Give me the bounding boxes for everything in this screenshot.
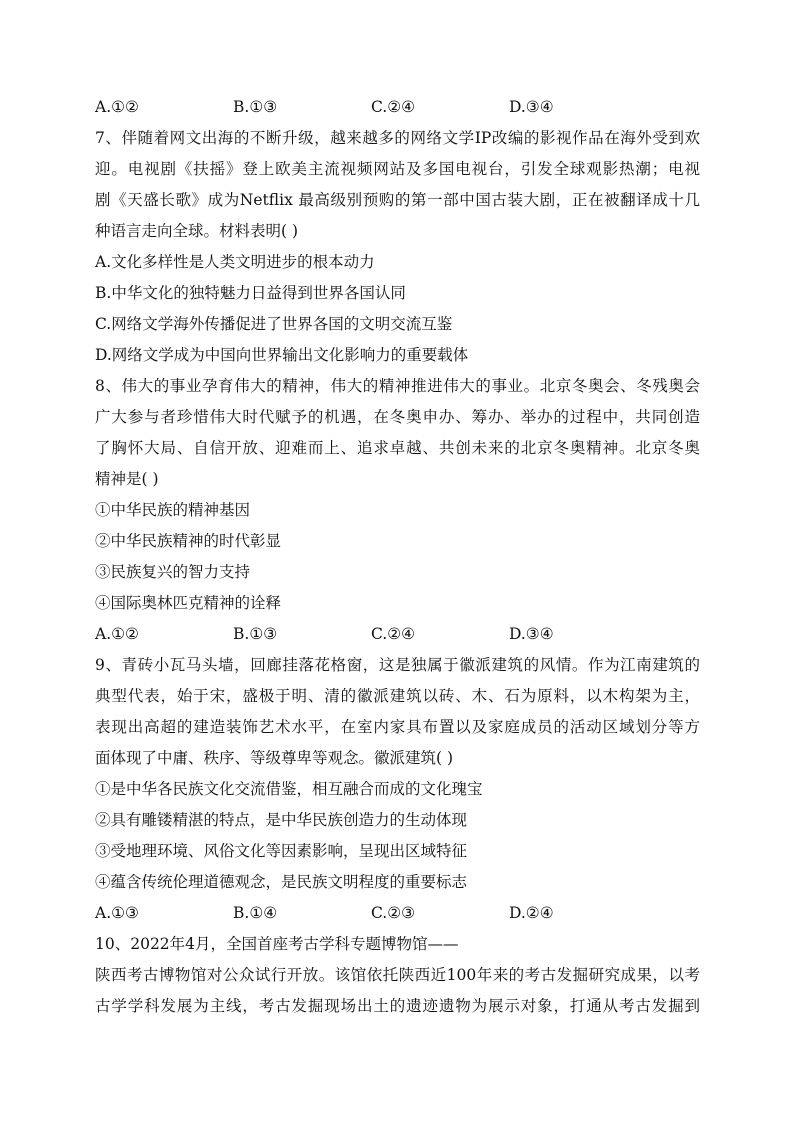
- q7-option-a[interactable]: A.文化多样性是人类文明进步的根本动力: [95, 253, 375, 271]
- q9-statement: ①是中华各民族文化交流借鉴，相互融合而成的文化瑰宝: [95, 780, 483, 798]
- q7-stem-line: 种语言走向全球。材料表明( ): [95, 222, 299, 240]
- q8-stem-line: 广大参与者珍惜伟大时代赋予的机遇，在冬奥申办、筹办、举办的过程中，共同创造: [95, 408, 700, 426]
- q10-stem-line: 陕西考古博物馆对公众试行开放。该馆依托陕西近100年来的考古发掘研究成果，以考: [95, 966, 700, 984]
- q6-option-d[interactable]: D.③④: [509, 98, 554, 116]
- q8-stem-line: 了胸怀大局、自信开放、迎难而上、追求卓越、共创未来的北京冬奥精神。北京冬奥: [95, 439, 700, 457]
- q9-options: [95, 898, 700, 929]
- q9-option-c[interactable]: C.②③: [371, 904, 416, 922]
- q8-option-c[interactable]: C.②④: [371, 625, 416, 643]
- q8-statement: ②中华民族精神的时代彰显: [95, 532, 282, 550]
- q8-option-b[interactable]: B.①③: [233, 625, 278, 643]
- q7-option-d[interactable]: D.网络文学成为中国向世界输出文化影响力的重要载体: [95, 346, 469, 364]
- q6-option-b[interactable]: B.①③: [233, 98, 278, 116]
- question-7: [95, 123, 700, 371]
- q7-stem-line: 7、伴随着网文出海的不断升级，越来越多的网络文学IP改编的影视作品在海外受到欢: [95, 129, 700, 147]
- q9-option-d[interactable]: D.②④: [509, 904, 554, 922]
- q9-stem-line: 9、青砖小瓦马头墙，回廊挂落花格窗，这是独属于徽派建筑的风情。作为江南建筑的: [95, 656, 700, 674]
- q8-stem-line: 精神是( ): [95, 470, 159, 488]
- q6-option-c[interactable]: C.②④: [371, 98, 416, 116]
- q7-option-c[interactable]: C.网络文学海外传播促进了世界各国的文明交流互鉴: [95, 315, 453, 333]
- q8-statement: ①中华民族的精神基因: [95, 501, 251, 519]
- q8-statement: ③民族复兴的智力支持: [95, 563, 251, 581]
- question-10: [95, 929, 700, 1022]
- q7-option-b[interactable]: B.中华文化的独特魅力日益得到世界各国认同: [95, 284, 406, 302]
- q9-statement: ②具有雕镂精湛的特点，是中华民族创造力的生动体现: [95, 811, 468, 829]
- q9-stem-line: 表现出高超的建造装饰艺术水平，在室内家具布置以及家庭成员的活动区域划分等方: [95, 718, 700, 736]
- question-9: [95, 650, 700, 929]
- q8-option-d[interactable]: D.③④: [509, 625, 554, 643]
- q8-statement: ④国际奥林匹克精神的诠释: [95, 594, 282, 612]
- q6-option-a[interactable]: A.①②: [95, 98, 139, 116]
- q7-stem-line: 迎。电视剧《扶摇》登上欧美主流视频网站及多国电视台，引发全球观影热潮；电视: [95, 160, 700, 178]
- q6-options: [95, 92, 700, 123]
- q10-stem-line: 10、2022年4月，全国首座考古学科专题博物馆——: [95, 935, 459, 953]
- q8-options: [95, 619, 700, 650]
- question-8: [95, 371, 700, 650]
- q7-stem-line: 剧《天盛长歌》成为Netflix 最高级别预购的第一部中国古装大剧，正在被翻译成十几: [95, 191, 700, 209]
- q9-option-b[interactable]: B.①④: [233, 904, 278, 922]
- q9-option-a[interactable]: A.①③: [95, 904, 139, 922]
- q9-stem-line: 面体现了中庸、秩序、等级尊卑等观念。徽派建筑( ): [95, 749, 454, 767]
- exam-page: [95, 92, 700, 1022]
- q8-stem-line: 8、伟大的事业孕育伟大的精神，伟大的精神推进伟大的事业。北京冬奥会、冬残奥会: [95, 377, 700, 395]
- q9-statement: ③受地理环境、风俗文化等因素影响，呈现出区域特征: [95, 842, 468, 860]
- q9-stem-line: 典型代表，始于宋，盛极于明、清的徽派建筑以砖、木、石为原料，以木构架为主，: [95, 687, 700, 705]
- q10-stem-line: 古学学科发展为主线，考古发掘现场出土的遗迹遗物为展示对象，打通从考古发掘到: [95, 997, 700, 1015]
- q8-option-a[interactable]: A.①②: [95, 625, 139, 643]
- q9-statement: ④蕴含传统伦理道德观念，是民族文明程度的重要标志: [95, 873, 468, 891]
